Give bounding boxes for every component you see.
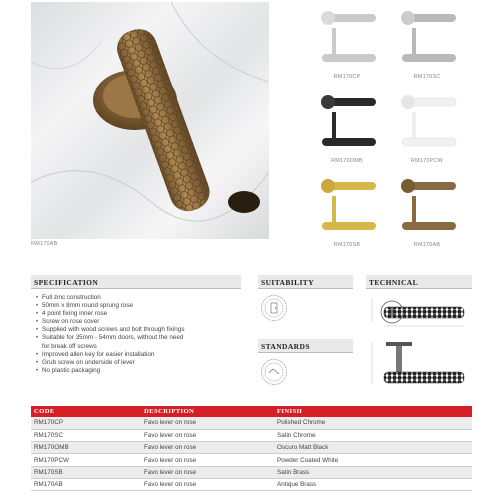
door-suitability-icon bbox=[260, 294, 288, 322]
spec-item: • Suitable for 35mm - 54mm doors, without the need bbox=[36, 334, 251, 342]
table-row bbox=[31, 478, 472, 490]
cell-finish: Satin Brass bbox=[274, 466, 472, 478]
col-header-code: CODE bbox=[31, 406, 141, 417]
cell-description: Favo lever on rose bbox=[141, 442, 274, 454]
cell-description: Favo lever on rose bbox=[141, 454, 274, 466]
variant-code: RM170OMB bbox=[331, 158, 363, 164]
lever-icon bbox=[318, 92, 378, 152]
spec-item: • Full zinc construction bbox=[36, 294, 251, 302]
table-row bbox=[31, 442, 472, 454]
lever-icon bbox=[398, 8, 458, 68]
spec-item: • Screw on rose cover bbox=[36, 318, 251, 326]
standards-header bbox=[258, 339, 353, 353]
lever-icon bbox=[398, 176, 458, 236]
cell-finish: Powder Coated White bbox=[274, 454, 472, 466]
cell-description: Favo lever on rose bbox=[141, 478, 274, 490]
technical-title: TECHNICAL bbox=[369, 278, 419, 287]
variant-antique-brass bbox=[394, 176, 460, 254]
spec-item: • Supplied with wood screws and bolt through fixings bbox=[36, 326, 251, 334]
col-header-finish: FINISH bbox=[274, 406, 472, 417]
variant-code: RM170CP bbox=[333, 74, 361, 80]
specification-title: SPECIFICATION bbox=[34, 278, 99, 287]
cell-code: RM170SC bbox=[31, 429, 141, 441]
lever-icon bbox=[318, 8, 378, 68]
standards-seal-icon bbox=[260, 358, 288, 386]
product-table bbox=[31, 406, 472, 491]
table-row bbox=[31, 466, 472, 478]
table-row bbox=[31, 429, 472, 441]
cell-code: RM170PCW bbox=[31, 454, 141, 466]
antique-brass-lever-image bbox=[31, 2, 269, 239]
cell-finish: Polished Chrome bbox=[274, 417, 472, 429]
variant-code: RM170PCW bbox=[410, 158, 444, 164]
cell-finish: Antique Brass bbox=[274, 478, 472, 490]
table-row bbox=[31, 454, 472, 466]
cell-finish: Oscuro Matt Black bbox=[274, 442, 472, 454]
cell-code: RM170CP bbox=[31, 417, 141, 429]
hero-caption: RM170AB bbox=[31, 241, 58, 247]
variant-code: RM170SB bbox=[333, 242, 361, 248]
spec-item: • 50mm x 8mm round sprung rose bbox=[36, 302, 251, 310]
cell-description: Favo lever on rose bbox=[141, 466, 274, 478]
technical-header bbox=[366, 275, 472, 289]
table-header-row bbox=[31, 406, 472, 417]
spec-item: • Improved allen key for easier installation bbox=[36, 351, 251, 359]
suitability-title: SUITABILITY bbox=[261, 278, 315, 287]
cell-description: Favo lever on rose bbox=[141, 429, 274, 441]
cell-code: RM170AB bbox=[31, 478, 141, 490]
suitability-header bbox=[258, 275, 353, 289]
variant-satin-chrome bbox=[394, 8, 460, 86]
variant-chrome bbox=[314, 8, 380, 86]
standards-title: STANDARDS bbox=[261, 342, 310, 351]
specification-list bbox=[36, 294, 251, 375]
lever-icon bbox=[398, 92, 458, 152]
spec-item-continued: for break off screws bbox=[42, 342, 97, 350]
suitability-badge bbox=[260, 294, 288, 327]
lever-icon bbox=[318, 176, 378, 236]
specification-header bbox=[31, 275, 241, 289]
variant-satin-brass bbox=[314, 176, 380, 254]
col-header-description: DESCRIPTION bbox=[141, 406, 274, 417]
spec-item: • No plastic packaging bbox=[36, 367, 251, 375]
variant-code: RM170AB bbox=[413, 242, 441, 248]
hero-product-photo bbox=[31, 2, 269, 239]
standards-badge bbox=[260, 358, 288, 391]
cell-description: Favo lever on rose bbox=[141, 417, 274, 429]
cell-finish: Satin Chrome bbox=[274, 429, 472, 441]
variant-matt-black bbox=[314, 92, 380, 170]
variant-powder-white bbox=[394, 92, 460, 170]
spec-item: • Grub screw on underside of lever bbox=[36, 359, 251, 367]
technical-diagram bbox=[362, 292, 472, 392]
spec-item: • 4 point fixing inner rose bbox=[36, 310, 251, 318]
variant-code: RM170SC bbox=[413, 74, 441, 80]
cell-code: RM170SB bbox=[31, 466, 141, 478]
table-row bbox=[31, 417, 472, 429]
cell-code: RM170OMB bbox=[31, 442, 141, 454]
technical-drawing bbox=[362, 292, 472, 397]
